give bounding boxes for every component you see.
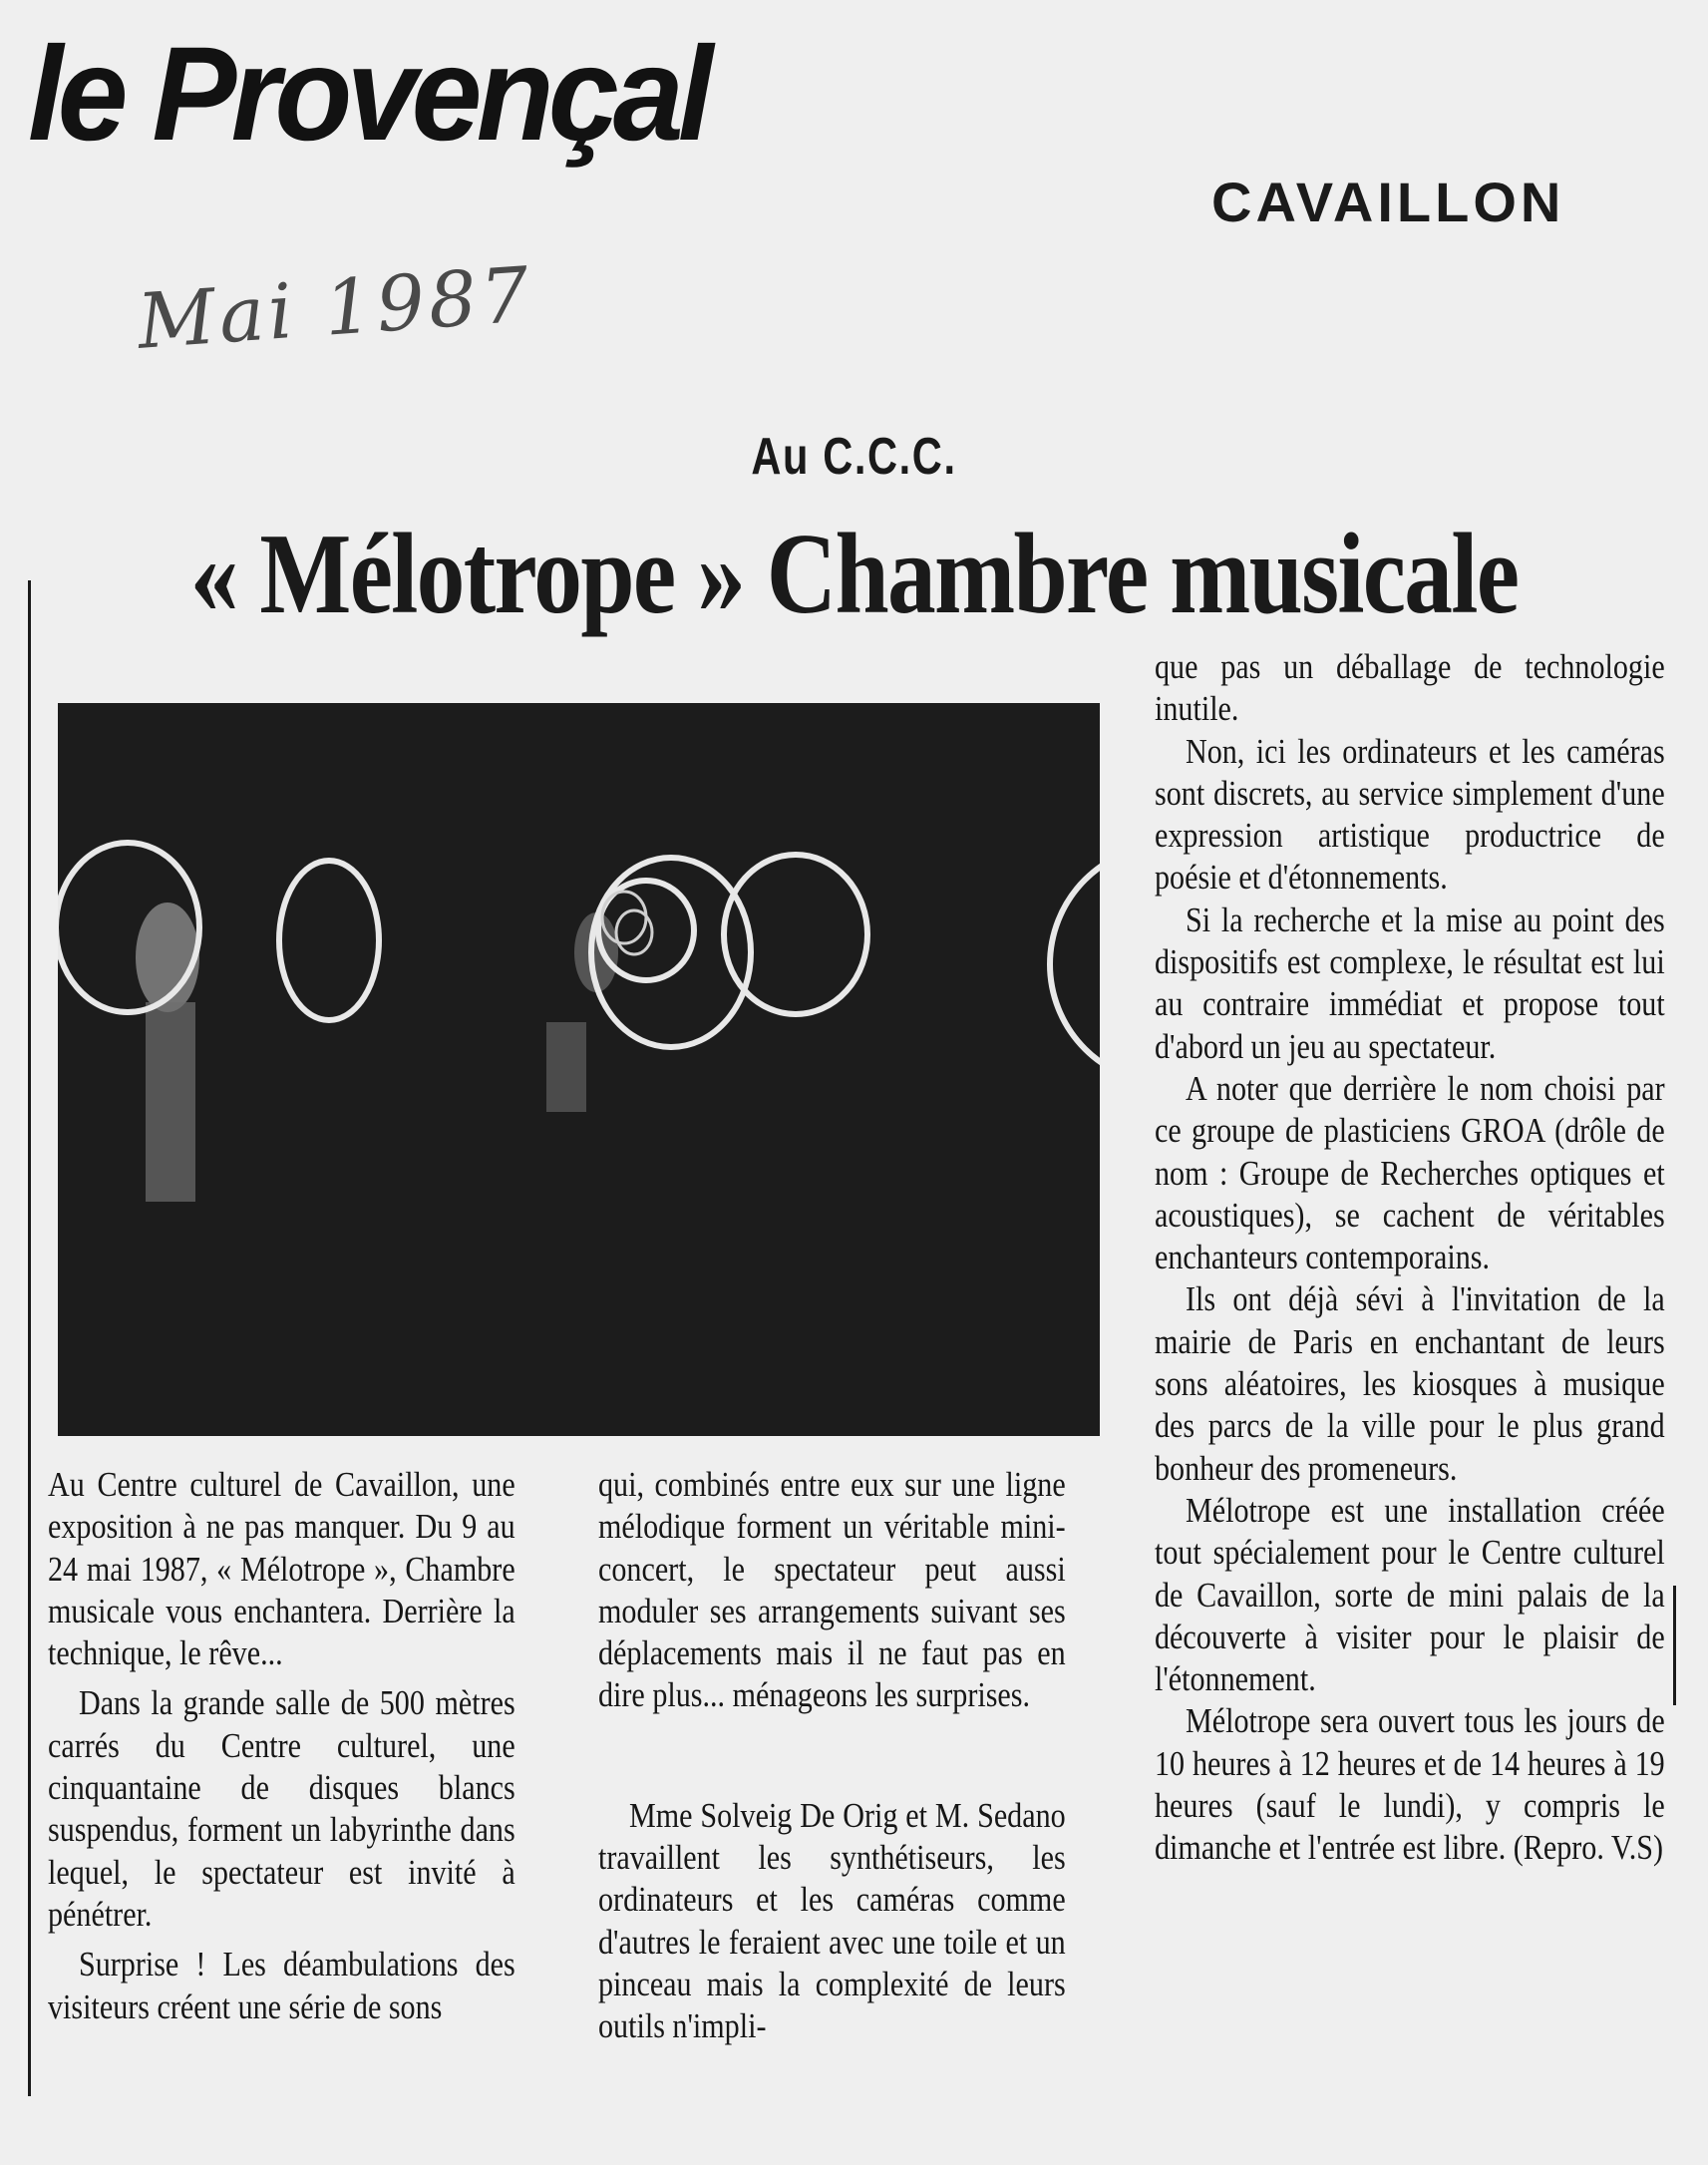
paragraph: que pas un déballage de technologie inutile. <box>1155 647 1665 729</box>
paragraph: A noter que derrière le nom choisi par ce groupe de plasticiens GROA (drôle de nom : Groupe de Recherches optiques et acoustiques), se cachent de véritables enchanteurs contemporains. <box>1155 1068 1665 1277</box>
paragraph: Ils ont déjà sévi à l'invitation de la mairie de Paris en enchantant de leurs sons aléatoires, les kiosques à musique des parcs de la ville pour le plus grand bonheur des promeneurs. <box>1155 1279 1665 1488</box>
paragraph: Au Centre culturel de Cavaillon, une exposition à ne pas manquer. Du 9 au 24 mai 1987, « Mélotrope », Chambre musicale vous enchantera. Derrière la technique, le rêve... <box>48 1465 515 1673</box>
article-column-2 <box>598 1464 1066 2048</box>
paragraph: Mélotrope est une installation créée tout spécialement pour le Centre culturel de Cavaillon, sorte de mini palais de la découverte à visiter pour le plaisir de l'étonnement. <box>1155 1490 1665 1699</box>
photo-rings-icon <box>58 703 1100 1436</box>
paragraph: Mélotrope sera ouvert tous les jours de 10 heures à 12 heures et de 14 heures à 19 heures (sauf le lundi), y compris le dimanche et l'entrée est libre. (Repro. V.S) <box>1155 1701 1665 1868</box>
article-column-1 <box>48 1464 515 2028</box>
paragraph: Dans la grande salle de 500 mètres carrés du Centre culturel, une cinquantaine de disques blancs suspendus, forment un labyrinthe dans lequel, le spectateur est invité à pénétrer. <box>48 1683 515 1934</box>
paragraph: Si la recherche et la mise au point des dispositifs est complexe, le résultat est lui au contraire immédiat et propose tout d'abord un jeu au spectateur. <box>1155 900 1665 1066</box>
paragraph: qui, combinés entre eux sur une ligne mélodique forment un véritable mini-concert, le spectateur peut aussi moduler ses arrangements suivant ses déplacements mais il ne faut pas en dire plus... ménageons les surprises. <box>598 1465 1066 1715</box>
paragraph: Surprise ! Les déambulations des visiteurs créent une série de sons <box>48 1945 515 2026</box>
newspaper-masthead-logo: le Provençal <box>28 20 708 169</box>
article-column-3 <box>1155 646 1665 1870</box>
column-rule-right <box>1673 1586 1676 1705</box>
paragraph: Non, ici les ordinateurs et les caméras sont discrets, au service simplement d'une expression artistique productrice de poésie et d'étonnements. <box>1155 731 1665 898</box>
handwritten-date: Mai 1987 <box>135 249 536 366</box>
paragraph: Mme Solveig De Orig et M. Sedano travaillent les synthétiseurs, les ordinateurs et les caméras comme d'autres le feraient avec une toile et un pinceau mais la complexité de leurs outils n'impli- <box>598 1795 1066 2046</box>
article-photo <box>58 703 1100 1436</box>
article-kicker: Au C.C.C. <box>751 428 957 486</box>
article-headline: « Mélotrope » Chambre musicale <box>189 511 1519 638</box>
section-label: CAVAILLON <box>1211 171 1565 233</box>
column-rule-left <box>28 580 31 2096</box>
